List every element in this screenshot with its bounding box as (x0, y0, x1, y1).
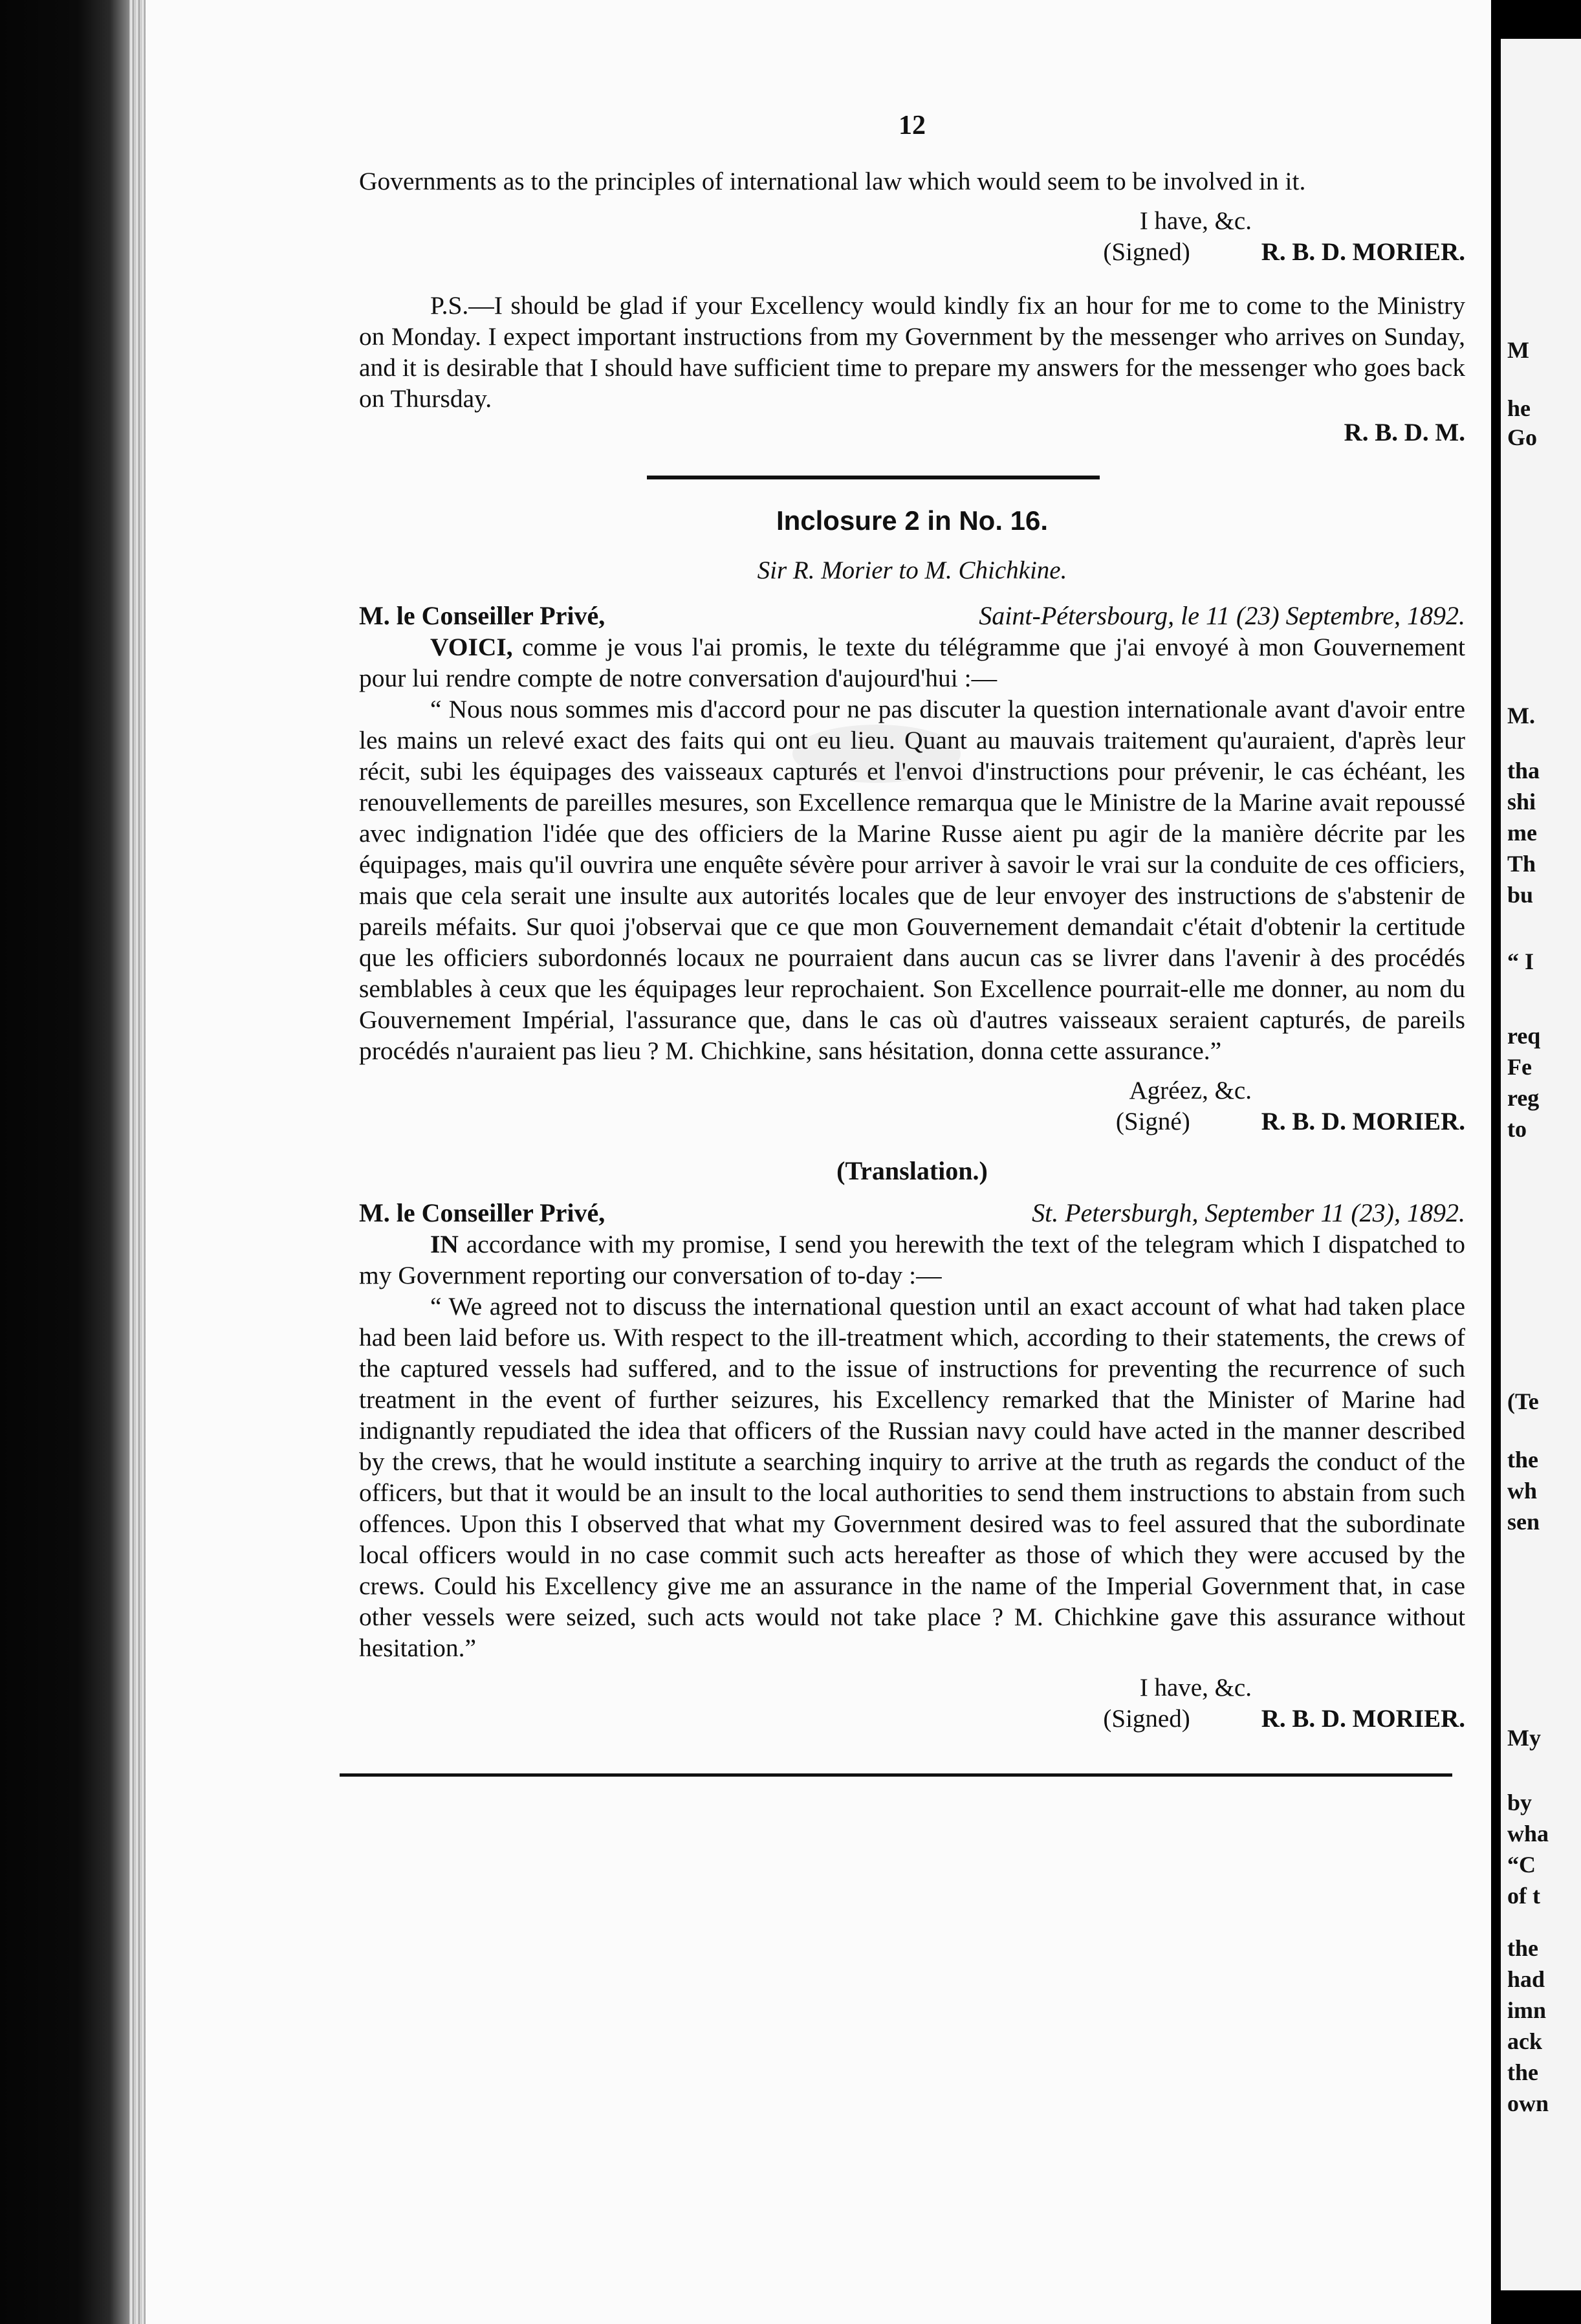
adjacent-fragment: imn (1507, 1997, 1547, 2023)
adjacent-fragment: reg (1507, 1085, 1540, 1111)
adjacent-fragment: own (1507, 2090, 1549, 2116)
adjacent-page-edge (1501, 39, 1581, 2290)
french-paragraph-2: “ Nous nous sommes mis d'accord pour ne pas discuter la question internationale avant d'avoir entre les mains un relevé exact des faits qui ont eu lieu. Quant au mauvais traitement qu'auraient, d'après leur récit, subi les équipages des vaisseaux capturés et l'envoi d'instructions pour prévenir, le cas échéant, les renouvellements de pareilles mesures, son Excellence remarqua que le Ministre de la Marine avait repoussé avec indignation l'idée que des officiers de la Marine Russe aient pu agir de la manière décrite par les équipages, mais qu'il ouvrira une enquête sévère pour arriver à savoir le vrai sur la conduite de ces officiers, mais que cela serait une insulte aux autorités locales que de leur envoyer des instructions de s'abstenir de pareils méfaits. Sur quoi j'observai que ce que mon Gouvernement demandait c'était d'obtenir la certitude que les officiers subordonnés locaux ne pourraient dans aucun cas se livrer dans l'avenir à des procédés semblables à ceux que les équipages leur reprochaient. Son Excellence pourrait-elle me donner, au nom du Gouvernement Impérial, l'assurance que, dans le cas où d'autres vaisseaux seraient capturés, de pareils procédés n'auraient pas lieu ? M. Chichkine, sans hésitation, donna cette assurance.” (359, 695, 1465, 1065)
adjacent-fragment: shi (1507, 789, 1536, 815)
adjacent-fragment: Go (1507, 424, 1538, 450)
translation-signature-line (359, 1704, 1465, 1735)
adjacent-fragment: by (1507, 1790, 1532, 1815)
translation-address: M. le Conseiller Privé, (359, 1198, 605, 1227)
section-divider (647, 476, 1100, 479)
adjacent-fragment: tha (1507, 758, 1540, 784)
inclosure-subheading: Sir R. Morier to M. Chichkine. (757, 556, 1067, 584)
translation-salutation-row (359, 1198, 1465, 1229)
adjacent-fragment: (Te (1507, 1388, 1539, 1414)
postscript-paragraph: P.S.—I should be glad if your Excellency would kindly fix an hour for me to come to the Ministry on Monday. I expect important instructions from my Government by the messenger who arrives on Sunday, and it is desirable that I should have sufficient time to prepare my answers for the messenger who goes back on Thursday. (359, 291, 1465, 413)
french-paragraph-1-text: comme je vous l'ai promis, le texte du télégramme que j'ai envoyé à mon Gouvernement pour lui rendre compte de notre conversation d'aujourd'hui :— (359, 633, 1466, 692)
page-number: 12 (899, 111, 926, 140)
french-signed-label: (Signé) (1115, 1108, 1190, 1135)
adjacent-fragment: Fe (1507, 1054, 1532, 1080)
french-closing-line: Agréez, &c. (1129, 1077, 1252, 1104)
adjacent-fragment: bu (1507, 882, 1534, 908)
french-date: Saint-Pétersbourg, le 11 (23) Septembre, 1892. (979, 601, 1465, 630)
translation-paragraph-1-text: accordance with my promise, I send you herewith the text of the telegram which I dispatched to my Government reporting our conversation of to-day :— (359, 1230, 1465, 1289)
continuation-paragraph: Governments as to the principles of international law which would seem to be involved in it. (359, 167, 1306, 195)
intro-signoff (359, 206, 1465, 268)
french-paragraph-1 (359, 631, 1465, 694)
adjacent-fragment: M (1507, 337, 1529, 363)
adjacent-fragment: “ I (1507, 948, 1534, 974)
signed-label: (Signed) (1103, 238, 1190, 266)
adjacent-fragment: had (1507, 1966, 1545, 1992)
page-content (359, 110, 1465, 1777)
closing-line: I have, &c. (1139, 207, 1252, 235)
translation-lead-word: IN (430, 1230, 459, 1258)
inclosure-heading: Inclosure 2 in No. 16. (776, 505, 1049, 536)
adjacent-fragment: to (1507, 1116, 1527, 1142)
adjacent-fragment: My (1507, 1725, 1541, 1751)
translation-paragraph-2: “ We agreed not to discuss the international question until an exact account of what had taken place had been laid before us. With respect to the ill-treatment which, according to their statements, the crews of the captured vessels had suffered, and to the issue of instructions for preventing the recurrence of such treatment in the event of further seizures, his Excellency remarked that the Minister of Marine had indignantly repudiated the idea that officers of the Russian navy could have acted in the manner described by the crews, that he would institute a searching inquiry to arrive at the truth as regards the conduct of the officers, but that it would be an insult to the local authorities to send them instructions to abstain from such offences. Upon this I observed that what my Government desired was to feel assured that the subordinate local officers would in no case commit such acts hereafter as those of which they were accused by the crews. Could his Excellency give me an assurance in the name of the Imperial Government that, in case other vessels were seized, such acts would not take place ? M. Chichkine gave this assurance without hesitation.” (359, 1292, 1465, 1662)
translation-closing-line: I have, &c. (1139, 1674, 1252, 1702)
adjacent-fragment: Th (1507, 851, 1536, 877)
adjacent-fragment: ack (1507, 2028, 1542, 2054)
translation-paragraph-1 (359, 1229, 1465, 1291)
scan-border-left (0, 0, 139, 2324)
translation-date: St. Petersburgh, September 11 (23), 1892. (1032, 1198, 1465, 1227)
signature-line (359, 237, 1465, 268)
french-signature-line (359, 1106, 1465, 1137)
french-lead-word: VOICI, (430, 633, 513, 661)
adjacent-fragment: the (1507, 1447, 1538, 1473)
adjacent-fragment: of t (1507, 1883, 1540, 1909)
translation-signed-label: (Signed) (1103, 1705, 1190, 1733)
adjacent-fragment: “C (1507, 1852, 1536, 1878)
adjacent-fragment: wh (1507, 1478, 1538, 1504)
adjacent-fragment: sen (1507, 1509, 1540, 1535)
adjacent-fragment: he (1507, 395, 1531, 421)
adjacent-fragment: req (1507, 1023, 1541, 1049)
end-rule (340, 1773, 1452, 1777)
adjacent-fragment: me (1507, 820, 1537, 846)
french-salutation-row (359, 600, 1465, 631)
signature-name: R. B. D. MORIER. (1261, 238, 1465, 266)
french-signature-name: R. B. D. MORIER. (1261, 1108, 1465, 1135)
french-signoff (359, 1075, 1465, 1137)
postscript-initials: R. B. D. M. (1344, 419, 1465, 446)
adjacent-fragment: M. (1507, 703, 1535, 729)
french-address: M. le Conseiller Privé, (359, 601, 605, 630)
adjacent-fragment: wha (1507, 1821, 1549, 1847)
translation-signoff (359, 1672, 1465, 1735)
adjacent-fragment: the (1507, 1935, 1538, 1961)
translation-heading: (Translation.) (836, 1156, 988, 1185)
translation-signature-name: R. B. D. MORIER. (1261, 1705, 1465, 1733)
adjacent-fragment: the (1507, 2059, 1538, 2085)
